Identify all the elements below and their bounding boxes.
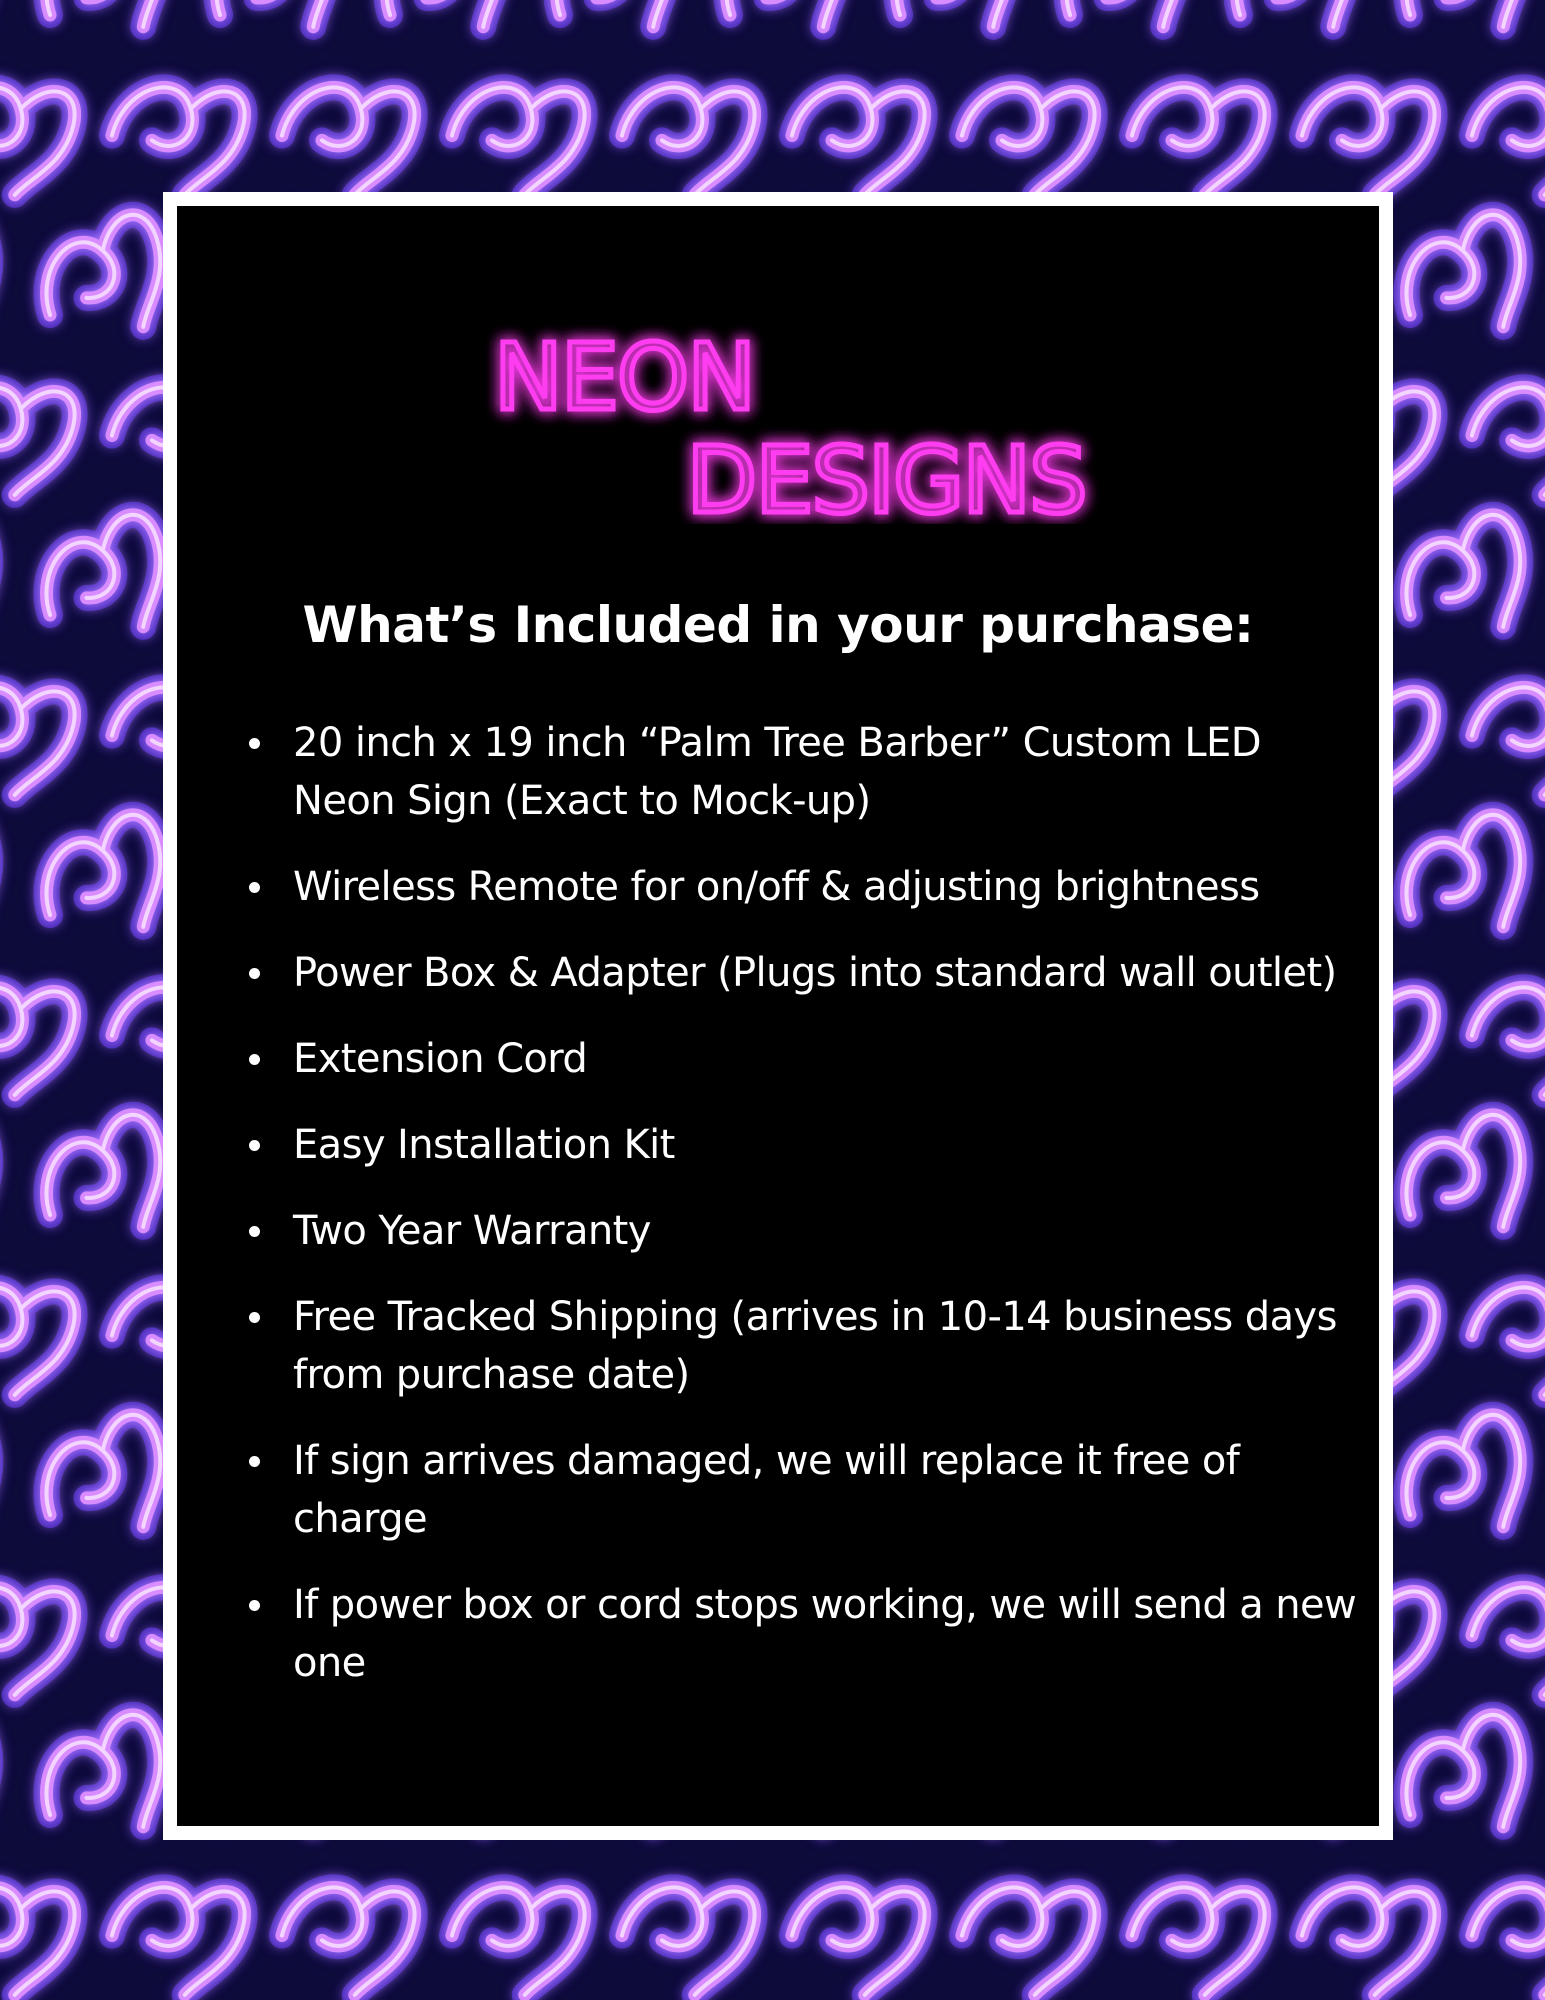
bullet-icon — [249, 882, 260, 893]
included-heading: What’s Included in your purchase: — [302, 596, 1254, 654]
list-item — [247, 1432, 1357, 1548]
list-item-text: If power box or cord stops working, we will send a new one — [293, 1582, 1357, 1686]
bullet-icon — [249, 738, 260, 749]
logo-line-neon: NEON — [493, 324, 755, 431]
bullet-icon — [249, 1140, 260, 1151]
list-item — [247, 1030, 1357, 1088]
list-item — [247, 1202, 1357, 1260]
bullet-icon — [249, 1226, 260, 1237]
bullet-icon — [249, 1456, 260, 1467]
list-item — [247, 1288, 1357, 1404]
bullet-icon — [249, 1600, 260, 1611]
logo-line-designs: DESIGNS — [686, 427, 1086, 524]
bullet-icon — [249, 968, 260, 979]
purchase-info-panel — [163, 192, 1393, 1840]
list-item — [247, 858, 1357, 916]
list-item-text: Power Box & Adapter (Plugs into standard wall outlet) — [293, 950, 1337, 996]
list-item — [247, 944, 1357, 1002]
list-item-text: If sign arrives damaged, we will replace it free of charge — [293, 1438, 1240, 1542]
list-item — [247, 1116, 1357, 1174]
included-items-list — [247, 714, 1357, 1720]
list-item-text: Free Tracked Shipping (arrives in 10-14 business days from purchase date) — [293, 1294, 1337, 1398]
bullet-icon — [249, 1054, 260, 1065]
neon-designs-logo — [454, 314, 1174, 524]
list-item-text: Wireless Remote for on/off & adjusting brightness — [293, 864, 1260, 910]
list-item — [247, 714, 1357, 830]
list-item-text: Easy Installation Kit — [293, 1122, 675, 1168]
list-item-text: Extension Cord — [293, 1036, 588, 1082]
bullet-icon — [249, 1312, 260, 1323]
list-item — [247, 1576, 1357, 1692]
list-item-text: 20 inch x 19 inch “Palm Tree Barber” Custom LED Neon Sign (Exact to Mock-up) — [293, 720, 1261, 824]
list-item-text: Two Year Warranty — [293, 1208, 651, 1254]
